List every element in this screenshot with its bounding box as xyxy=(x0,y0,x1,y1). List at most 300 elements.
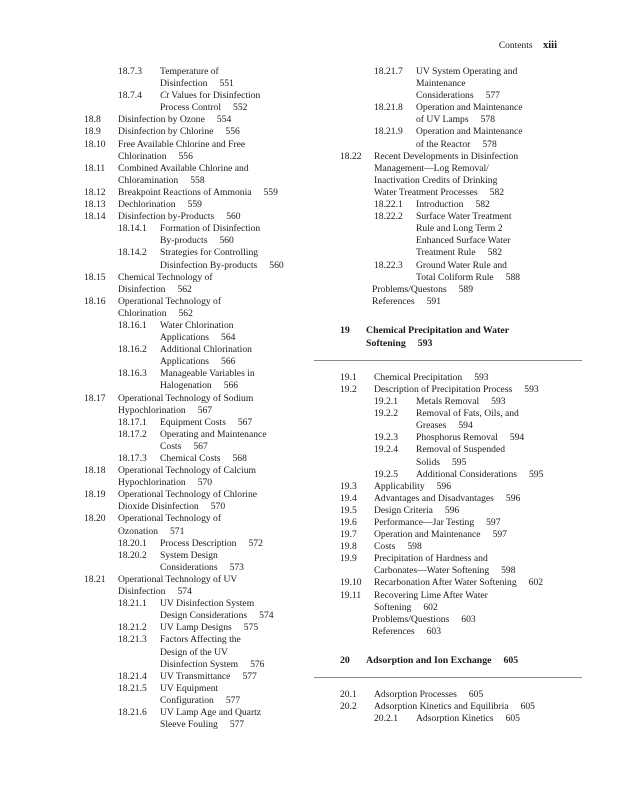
title-line xyxy=(160,417,314,429)
toc-entry[interactable] xyxy=(84,489,314,513)
section-title xyxy=(84,574,314,598)
section-title xyxy=(340,505,556,517)
title-line xyxy=(416,211,556,223)
toc-entry[interactable] xyxy=(340,66,556,102)
title-text: Disinfection by-Products xyxy=(118,211,215,223)
chapter-heading[interactable] xyxy=(340,654,556,667)
title-text: Introduction xyxy=(416,199,464,211)
page-number: 596 xyxy=(505,492,521,504)
title-text: Hypochlorination xyxy=(118,404,186,416)
title-line xyxy=(160,66,314,78)
section-number: 19.11 xyxy=(340,589,362,601)
title-line xyxy=(374,577,556,589)
page-number: 582 xyxy=(487,247,502,259)
title-line xyxy=(118,114,314,126)
title-text: Applicability xyxy=(374,480,425,492)
section-number: 18.20.1 xyxy=(118,537,147,549)
title-line xyxy=(416,66,556,78)
title-line xyxy=(118,526,314,538)
section-title xyxy=(84,211,314,223)
title-line xyxy=(118,393,314,405)
title-text: Operation and Maintenance xyxy=(416,126,523,138)
title-line xyxy=(160,538,314,550)
toc-entry[interactable] xyxy=(340,469,556,481)
title-text: Disinfection xyxy=(118,586,166,598)
toc-entry[interactable] xyxy=(340,444,556,468)
title-line xyxy=(416,396,556,408)
title-text: Rule and Long Term 2 xyxy=(416,223,503,235)
toc-entry[interactable] xyxy=(340,529,556,541)
title-text: Carbonates—Water Softening xyxy=(374,565,490,577)
toc-entry[interactable] xyxy=(84,671,314,683)
toc-entry[interactable] xyxy=(340,126,556,150)
toc-right-column xyxy=(340,66,556,725)
title-line xyxy=(118,139,314,151)
chapter-heading[interactable] xyxy=(340,324,556,350)
section-number: 18.21.4 xyxy=(118,670,147,682)
toc-entry[interactable] xyxy=(84,538,314,550)
title-line xyxy=(416,713,556,725)
toc-entry[interactable] xyxy=(84,550,314,574)
toc-entry[interactable] xyxy=(84,272,314,296)
page-number: 566 xyxy=(223,380,239,392)
toc-entry[interactable] xyxy=(340,432,556,444)
title-line xyxy=(416,90,556,102)
title-text: Removal of Suspended xyxy=(416,444,505,456)
title-text: Halogenation xyxy=(160,380,212,392)
section-number: 19.2 xyxy=(340,383,357,395)
title-line xyxy=(118,211,314,223)
toc-entry[interactable] xyxy=(84,707,314,731)
toc-entry[interactable] xyxy=(84,513,314,537)
section-title xyxy=(340,384,556,396)
title-text: Recovering Lime After Water xyxy=(374,589,488,601)
title-line xyxy=(160,320,314,332)
title-line: Chemical Precipitation and Water xyxy=(366,324,510,336)
section-title xyxy=(340,713,556,725)
title-line xyxy=(374,187,556,199)
title-line xyxy=(160,380,314,392)
title-line xyxy=(160,441,314,453)
title-line: Adsorption and Ion Exchange 605 xyxy=(366,654,519,666)
section-title xyxy=(84,272,314,296)
toc-entry[interactable] xyxy=(340,408,556,432)
title-text: Solids xyxy=(416,456,440,468)
title-line xyxy=(416,114,556,126)
chapter-number: 20 xyxy=(340,654,350,666)
page-number: 570 xyxy=(197,477,213,489)
toc-entry[interactable] xyxy=(84,634,314,670)
title-text: Phosphorus Removal xyxy=(416,432,498,444)
toc-entry[interactable] xyxy=(340,211,556,259)
section-title xyxy=(340,469,556,481)
title-line xyxy=(374,372,556,384)
chapter-rule xyxy=(314,360,582,361)
page-number: 603 xyxy=(426,625,442,637)
title-line xyxy=(374,384,556,396)
section-number: 19.2.3 xyxy=(374,432,398,444)
title-text: Operational Technology of xyxy=(118,295,222,307)
title-line xyxy=(416,408,556,420)
title-text: Dioxide Disinfection xyxy=(118,501,199,513)
title-text: of UV Lamps xyxy=(416,114,469,126)
section-number: 18.21.2 xyxy=(118,622,147,634)
title-line xyxy=(416,432,556,444)
toc-entry[interactable] xyxy=(84,247,314,271)
section-number: 18.13 xyxy=(84,199,106,211)
toc-entry[interactable] xyxy=(340,372,556,384)
title-line xyxy=(416,272,556,284)
section-number: 18.11 xyxy=(84,162,106,174)
title-line xyxy=(416,126,556,138)
page-number: 577 xyxy=(225,694,241,706)
title-text: Adsorption Kinetics and Equilibria xyxy=(374,701,509,713)
page-number: 588 xyxy=(505,271,521,283)
toc-entry[interactable] xyxy=(340,384,556,396)
title-text: Disinfection System xyxy=(160,658,239,670)
title-text: Greases xyxy=(416,420,447,432)
section-number: 18.10 xyxy=(84,138,106,150)
title-text: Applications xyxy=(160,356,210,368)
toc-entry[interactable] xyxy=(340,102,556,126)
toc-entry[interactable] xyxy=(84,683,314,707)
title-line xyxy=(372,296,556,308)
section-title xyxy=(340,396,556,408)
title-line xyxy=(160,671,314,683)
section-title xyxy=(84,139,314,163)
page-number: 597 xyxy=(486,517,501,528)
title-text: Performance—Jar Testing xyxy=(374,517,475,528)
page-number: 566 xyxy=(221,356,236,368)
title-line xyxy=(118,574,314,586)
header-label: Contents xyxy=(498,41,533,51)
title-text: System Design xyxy=(160,549,218,561)
section-number: 18.16 xyxy=(84,295,106,307)
title-text: Chloramination xyxy=(118,174,179,186)
toc-entry[interactable] xyxy=(340,626,556,638)
title-text: Process Description xyxy=(160,537,237,549)
title-text: By-products xyxy=(160,235,208,247)
title-line xyxy=(416,199,556,211)
toc-entry[interactable] xyxy=(84,199,314,211)
title-text: Enhanced Surface Water xyxy=(416,235,511,247)
title-text: UV Transmittance xyxy=(160,670,231,682)
page-number: 591 xyxy=(426,295,442,307)
toc-entry[interactable] xyxy=(84,211,314,223)
title-line xyxy=(118,405,314,417)
section-number: 19.3 xyxy=(340,480,357,492)
section-number: 18.20.2 xyxy=(118,549,147,561)
page-number: 594 xyxy=(509,432,525,444)
toc-entry[interactable] xyxy=(84,429,314,453)
section-number: 18.16.1 xyxy=(118,319,147,331)
page-number: 598 xyxy=(407,541,422,553)
section-number: 18.16.2 xyxy=(118,344,147,356)
section-title xyxy=(340,211,556,259)
section-title xyxy=(340,493,556,505)
title-line xyxy=(374,529,556,541)
chapter-title xyxy=(366,654,518,667)
page-number: 594 xyxy=(458,420,473,432)
title-text: Temperature of xyxy=(160,66,219,77)
section-number: 18.21 xyxy=(84,573,106,585)
title-text: Hypochlorination xyxy=(118,477,186,489)
title-text: Design Considerations xyxy=(160,610,248,622)
title-text: Maintenance xyxy=(416,78,466,90)
section-number: 19.2.4 xyxy=(374,444,398,456)
toc-entry[interactable] xyxy=(340,505,556,517)
toc-entry[interactable] xyxy=(340,553,556,577)
page-number: 605 xyxy=(468,688,484,700)
page-number: 602 xyxy=(423,601,438,613)
title-line xyxy=(372,284,556,296)
title-text: Configuration xyxy=(160,694,214,706)
title-line xyxy=(160,610,314,622)
title-text: Treatment Rule xyxy=(416,247,476,259)
title-text: References xyxy=(372,625,415,637)
toc-entry[interactable] xyxy=(84,66,314,90)
section-number: 18.22 xyxy=(340,150,362,162)
toc-entry[interactable] xyxy=(84,139,314,163)
title-line xyxy=(118,501,314,513)
section-number: 18.14.1 xyxy=(118,223,147,235)
title-line xyxy=(118,126,314,138)
toc-entry[interactable] xyxy=(84,368,314,392)
title-line xyxy=(160,260,314,272)
title-line xyxy=(118,199,314,211)
section-title xyxy=(84,393,314,417)
toc-entry[interactable] xyxy=(340,493,556,505)
chapter-title xyxy=(366,324,509,350)
section-title xyxy=(340,102,556,126)
section-title xyxy=(340,126,556,150)
toc-entry[interactable] xyxy=(340,260,556,284)
title-text: Disinfection By-products xyxy=(160,259,258,271)
page-number: 605 xyxy=(503,654,519,666)
section-title xyxy=(340,590,556,614)
title-text: Precipitation of Hardness and xyxy=(374,553,488,565)
section-title xyxy=(340,151,556,199)
section-number: 18.14.2 xyxy=(118,247,147,259)
title-line xyxy=(118,284,314,296)
page-number: 573 xyxy=(229,561,244,573)
toc-entry[interactable] xyxy=(340,577,556,589)
section-number: 18.7.3 xyxy=(118,66,142,77)
section-title xyxy=(84,489,314,513)
section-title xyxy=(84,126,314,138)
toc-left-column xyxy=(84,66,314,731)
title-text: Disinfection xyxy=(160,78,208,90)
page-number: 576 xyxy=(250,658,265,670)
title-text: Dechlorination xyxy=(118,199,176,211)
page-number: 593 xyxy=(474,371,489,383)
toc-entry[interactable] xyxy=(340,396,556,408)
section-title xyxy=(340,66,556,102)
title-line xyxy=(374,517,556,529)
toc-entry[interactable] xyxy=(340,701,556,713)
page-number: 598 xyxy=(501,565,516,577)
section-number: 18.22.1 xyxy=(374,199,403,211)
toc-entry[interactable] xyxy=(84,163,314,187)
title-text: Recent Developments in Disinfection xyxy=(374,150,519,162)
section-title xyxy=(340,432,556,444)
toc-entry[interactable] xyxy=(84,417,314,429)
title-text: Operational Technology of Chlorine xyxy=(118,489,258,501)
toc-entry[interactable] xyxy=(84,90,314,114)
page-number: 578 xyxy=(482,138,497,150)
section-title xyxy=(340,260,556,284)
title-line xyxy=(160,247,314,259)
page-number: 556 xyxy=(225,126,240,138)
toc-entry[interactable] xyxy=(84,393,314,417)
title-line xyxy=(374,175,556,187)
section-number: 19.6 xyxy=(340,517,357,528)
title-line xyxy=(416,444,556,456)
toc-entry[interactable] xyxy=(84,126,314,138)
page-number: 556 xyxy=(178,150,193,162)
title-line xyxy=(160,683,314,695)
section-number: 18.8 xyxy=(84,114,101,126)
title-text: UV Disinfection System xyxy=(160,598,255,610)
section-title xyxy=(340,577,556,589)
toc-entry[interactable] xyxy=(84,574,314,598)
page-number: 593 xyxy=(524,383,539,395)
toc-entry[interactable] xyxy=(84,622,314,634)
title-line xyxy=(160,332,314,344)
section-number: 18.17.3 xyxy=(118,453,147,464)
title-line xyxy=(416,78,556,90)
title-text: Design of the UV xyxy=(160,646,228,658)
title-text: Factors Affecting the xyxy=(160,634,241,646)
section-number: 20.2 xyxy=(340,701,357,713)
title-text: of the Reactor xyxy=(416,138,471,150)
title-line xyxy=(160,659,314,671)
title-text: UV Equipment xyxy=(160,682,219,694)
toc-entry[interactable] xyxy=(340,284,556,296)
section-title xyxy=(340,529,556,541)
title-line xyxy=(160,634,314,646)
title-line xyxy=(118,175,314,187)
toc-entry[interactable] xyxy=(340,713,556,725)
section-title xyxy=(84,114,314,126)
toc-entry[interactable] xyxy=(84,223,314,247)
toc-entry[interactable] xyxy=(84,187,314,199)
title-text: Combined Available Chlorine and xyxy=(118,162,249,174)
section-title xyxy=(340,553,556,577)
title-line xyxy=(160,102,314,114)
toc-entry[interactable] xyxy=(84,320,314,344)
section-number: 19.7 xyxy=(340,529,357,541)
page-number: 567 xyxy=(197,404,213,416)
title-line xyxy=(160,90,314,102)
toc-entry[interactable] xyxy=(84,453,314,465)
toc-entry[interactable] xyxy=(340,296,556,308)
page-number: 596 xyxy=(444,504,460,516)
page-number: 551 xyxy=(219,78,234,90)
title-text: Problems/Questions xyxy=(372,613,450,625)
section-number: 18.21.8 xyxy=(374,102,403,114)
title-text: Ground Water Rule and xyxy=(416,259,507,271)
toc-entry[interactable] xyxy=(340,517,556,529)
title-text: References xyxy=(372,295,415,307)
title-text: Advantages and Disadvantages xyxy=(374,492,494,504)
section-number: 18.15 xyxy=(84,271,106,283)
page-number: 578 xyxy=(480,114,495,126)
title-text: UV Lamp Designs xyxy=(160,622,232,634)
toc-entry[interactable] xyxy=(340,481,556,493)
title-text: Process Control xyxy=(160,102,222,114)
title-text: Disinfection by Chlorine xyxy=(118,126,214,138)
toc-entry[interactable] xyxy=(84,114,314,126)
section-number: 19.8 xyxy=(340,541,357,553)
section-number: 19.4 xyxy=(340,492,357,504)
header-page-number: xiii xyxy=(542,40,557,51)
title-line xyxy=(374,565,556,577)
title-text: Surface Water Treatment xyxy=(416,211,512,223)
page-number: 562 xyxy=(178,307,193,319)
section-number: 18.21.6 xyxy=(118,706,147,718)
section-number: 20.2.1 xyxy=(374,713,398,725)
toc-entry[interactable] xyxy=(84,598,314,622)
section-number: 19.10 xyxy=(340,577,362,589)
title-line xyxy=(160,429,314,441)
toc-entry[interactable] xyxy=(340,614,556,626)
toc-entry[interactable] xyxy=(340,590,556,614)
toc-entry[interactable] xyxy=(84,344,314,368)
section-title xyxy=(340,199,556,211)
title-line xyxy=(160,562,314,574)
title-line xyxy=(160,707,314,719)
page-number: 595 xyxy=(452,456,467,468)
title-line xyxy=(374,701,556,713)
section-title xyxy=(340,372,556,384)
page-number: 603 xyxy=(461,613,476,625)
title-line xyxy=(118,513,314,525)
title-line xyxy=(160,695,314,707)
title-text: UV System Operating and xyxy=(416,66,518,77)
title-text: Operating and Maintenance xyxy=(160,428,267,440)
section-title xyxy=(340,408,556,432)
page-number: 559 xyxy=(263,186,278,198)
title-text: Sleeve Fouling xyxy=(160,719,218,731)
toc-entry[interactable] xyxy=(340,199,556,211)
title-line xyxy=(160,368,314,380)
toc-entry[interactable] xyxy=(340,689,556,701)
toc-entry[interactable] xyxy=(84,296,314,320)
section-number: 18.18 xyxy=(84,465,106,477)
toc-entry[interactable] xyxy=(84,465,314,489)
title-text: Water Chlorination xyxy=(160,319,234,331)
title-text: Costs xyxy=(374,541,396,553)
title-line xyxy=(118,296,314,308)
title-line xyxy=(160,647,314,659)
toc-entry[interactable] xyxy=(340,151,556,199)
page-number: 582 xyxy=(475,199,490,211)
section-title xyxy=(84,187,314,199)
section-number: 18.21.3 xyxy=(118,634,147,646)
page-number: 562 xyxy=(177,283,192,295)
toc-entry[interactable] xyxy=(340,541,556,553)
title-text: Description of Precipitation Process xyxy=(374,383,513,395)
title-line xyxy=(160,719,314,731)
title-line xyxy=(160,550,314,562)
title-text: UV Lamp Age and Quartz xyxy=(160,706,262,718)
page-number: 577 xyxy=(242,670,257,682)
section-number: 18.20 xyxy=(84,513,106,525)
page-number: 602 xyxy=(528,577,544,589)
title-text: Recarbonation After Water Softening xyxy=(374,577,517,589)
title-line xyxy=(374,163,556,175)
